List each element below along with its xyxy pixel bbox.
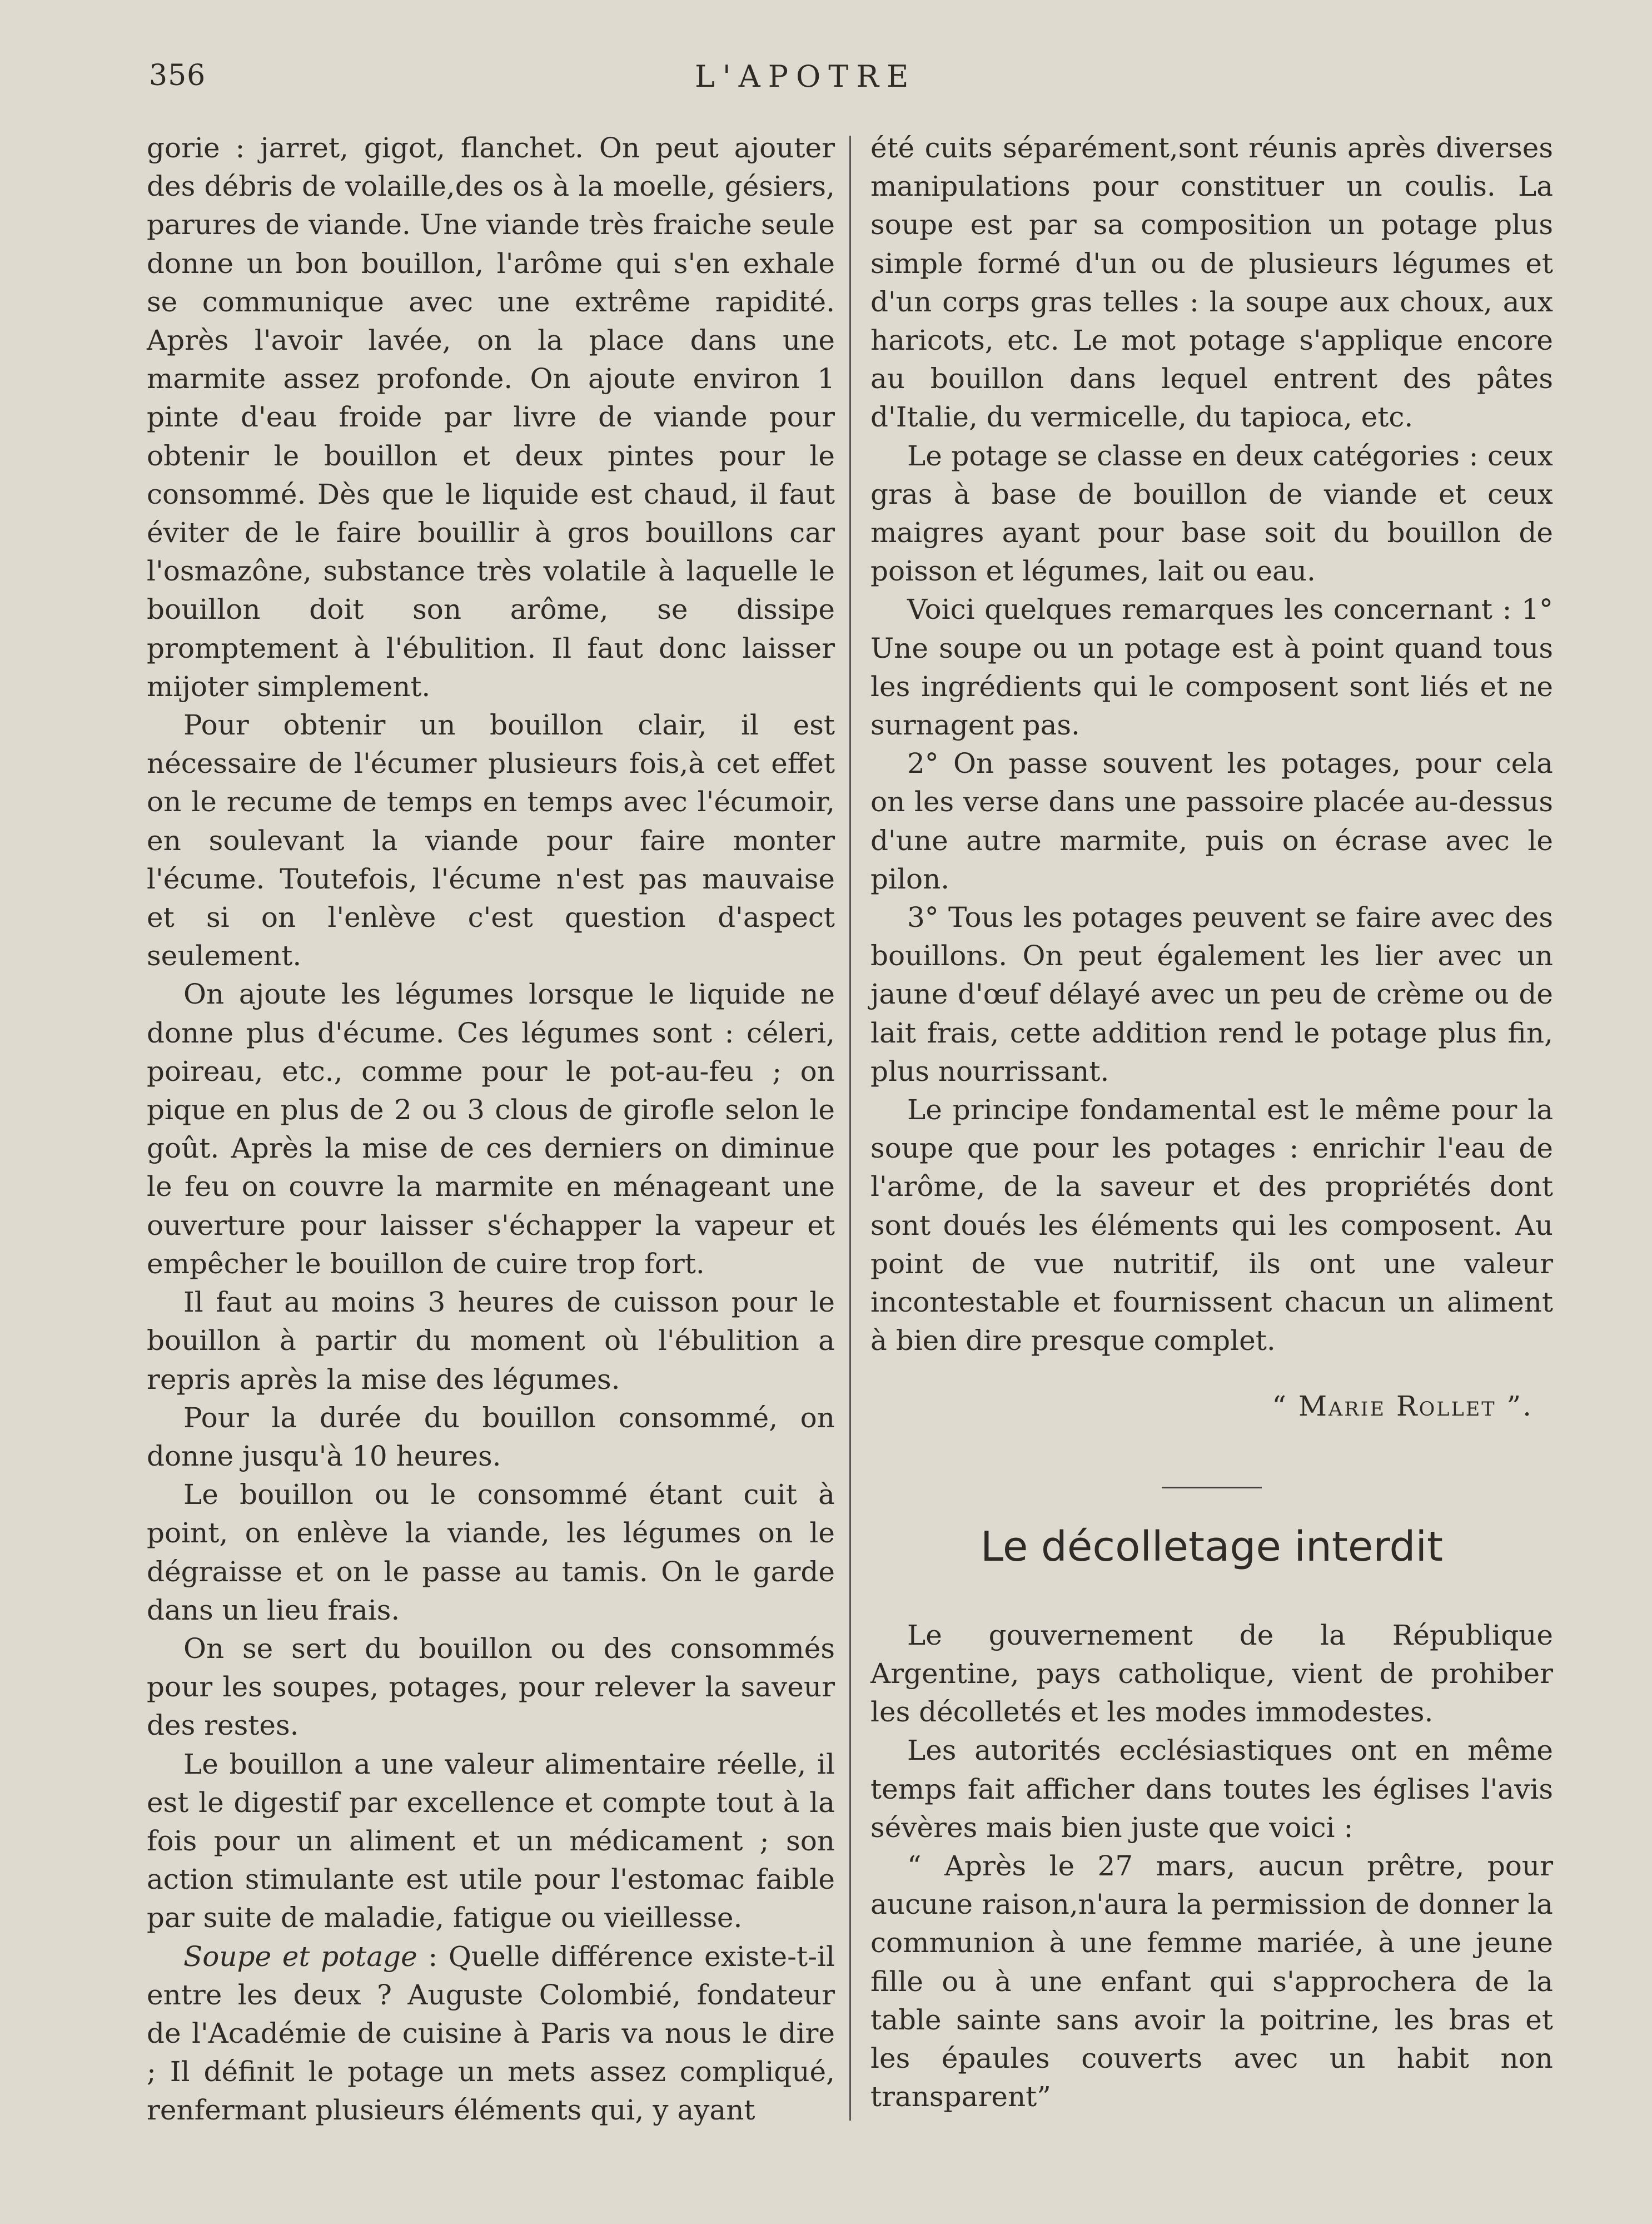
paragraph: Les autorités ecclésiastiques ont en même temps fait afficher dans toutes les églises l'avis sévères mais bien juste que voici : bbox=[870, 1734, 1553, 1844]
paragraph: Pour obtenir un bouillon clair, il est nécessaire de l'écumer plusieurs fois,à cet effet on le recume de temps en temps avec l'écumoir, en soulevant la viande pour faire monter l'écume. Toutefois, l'écume n'est pas mauvaise et si on l'enlève c'est question d'aspect seulement. bbox=[147, 709, 835, 972]
right-column bbox=[870, 129, 1553, 2116]
paragraph: On ajoute les légumes lorsque le liquide ne donne plus d'écume. Ces légumes sont : céleri, poireau, etc., comme pour le pot-au-feu ; on pique en plus de 2 ou 3 clous de girofle selon le goût. Après la mise de ces derniers on diminue le feu on couvre la marmite en ménageant une ouverture pour laisser s'échapper la vapeur et empêcher le bouillon de cuire trop fort. bbox=[147, 978, 835, 1280]
paragraph: Le bouillon ou le consommé étant cuit à point, on enlève la viande, les légumes on le dégraisse et on le passe au tamis. On le garde dans un lieu frais. bbox=[147, 1478, 835, 1626]
paragraph: “ Après le 27 mars, aucun prêtre, pour aucune raison,n'aura la permission de donner la communion à une femme mariée, à une jeune fille ou à une enfant qui s'approchera de la table sainte sans avoir la poitrine, les bras et les épaules couverts avec un habit non transparent” bbox=[870, 1849, 1553, 2113]
separator-rule bbox=[1162, 1487, 1262, 1488]
paragraph: gorie : jarret, gigot, flanchet. On peut ajouter des débris de volaille,des os à la moelle, gésiers, parures de viande. Une viande très fraiche seule donne un bon bouillon, l'arôme qui s'en exhale se communique avec une extrême rapidité. Après l'avoir lavée, on la place dans une marmite assez profonde. On ajoute environ 1 pinte d'eau froide par livre de viande pour obtenir le bouillon et deux pintes pour le consommé. Dès que le liquide est chaud, il faut éviter de le faire bouillir à gros bouillons car l'osmazône, substance très volatile à laquelle le bouillon doit son arôme, se dissipe promptement à l'ébulition. Il faut donc laisser mijoter simplement. bbox=[147, 132, 835, 703]
paragraph: On se sert du bouillon ou des consommés pour les soupes, potages, pour relever la saveur des restes. bbox=[147, 1632, 835, 1742]
article-title: Le décolletage interdit bbox=[980, 1522, 1444, 1571]
paragraph: 2° On passe souvent les potages, pour cela on les verse dans une passoire placée au-dessus d'une autre marmite, puis on écrase avec le pilon. bbox=[870, 747, 1553, 895]
signature: “ Marie Rollet ”. bbox=[1272, 1389, 1533, 1422]
running-title: L'APOTRE bbox=[695, 59, 917, 94]
paragraph bbox=[147, 1938, 835, 2130]
paragraph: Il faut au moins 3 heures de cuisson pour le bouillon à partir du moment où l'ébulition a repris après la mise des légumes. bbox=[147, 1286, 835, 1396]
paragraph: Voici quelques remarques les concernant : 1° Une soupe ou un potage est à point quand tous les ingrédients qui le composent sont liés et ne surnagent pas. bbox=[870, 593, 1553, 742]
paragraph-text: : Quelle différence existe-t-il entre les deux ? Auguste Colombié, fondateur de l'Académie de cuisine à Paris va nous le dire ; Il définit le potage un mets assez compliqué, renfermant plusieurs éléments qui, y ayant bbox=[147, 1940, 835, 2127]
italic-lead: Soupe et potage bbox=[183, 1940, 417, 1973]
paragraph: Pour la durée du bouillon consommé, on donne jusqu'à 10 heures. bbox=[147, 1401, 835, 1472]
paragraph: été cuits séparément,sont réunis après diverses manipulations pour constituer un coulis. La soupe est par sa composition un potage plus simple formé d'un ou de plusieurs légumes et d'un corps gras telles : la soupe aux choux, aux haricots, etc. Le mot potage s'applique encore au bouillon dans lequel entrent des pâtes d'Italie, du vermicelle, du tapioca, etc. bbox=[870, 132, 1553, 434]
paragraph: Le potage se classe en deux catégories : ceux gras à base de bouillon de viande et ceux maigres ayant pour base soit du bouillon de poisson et légumes, lait ou eau. bbox=[870, 439, 1553, 588]
page-number: 356 bbox=[149, 59, 206, 92]
paragraph: Le bouillon a une valeur alimentaire réelle, il est le digestif par excellence et compte tout à la fois pour un aliment et un médicament ; son action stimulante est utile pour l'estomac faible par suite de maladie, fatigue ou vieillesse. bbox=[147, 1748, 835, 1934]
column-rule bbox=[849, 136, 851, 2121]
paragraph: Le gouvernement de la République Argentine, pays catholique, vient de prohiber les décolletés et les modes immodestes. bbox=[870, 1619, 1553, 1729]
left-column bbox=[147, 129, 835, 2130]
paragraph: 3° Tous les potages peuvent se faire avec des bouillons. On peut également les lier avec un jaune d'œuf délayé avec un peu de crème ou de lait frais, cette addition rend le potage plus fin, plus nourrissant. bbox=[870, 901, 1553, 1088]
paragraph: Le principe fondamental est le même pour la soupe que pour les potages : enrichir l'eau de l'arôme, de la saveur et des propriétés dont sont doués les éléments qui les composent. Au point de vue nutritif, ils ont une valeur incontestable et fournissent chacun un aliment à bien dire presque complet. bbox=[870, 1094, 1553, 1357]
